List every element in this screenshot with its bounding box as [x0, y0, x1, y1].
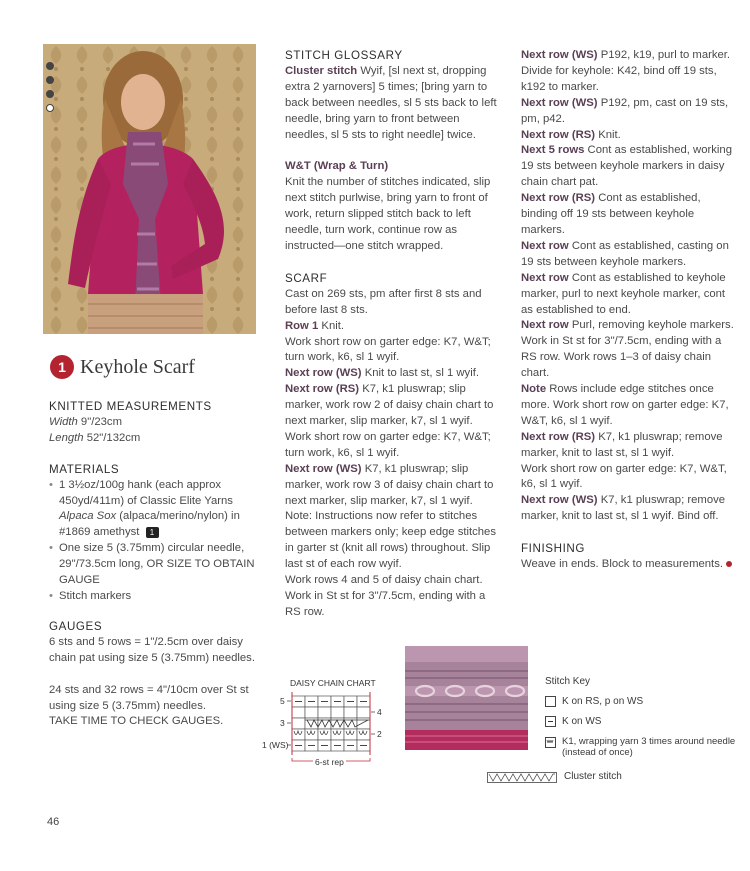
stitch-key-item: Cluster stitch: [487, 771, 667, 783]
stitch-key-item: K on RS, p on WS: [545, 696, 740, 708]
cluster-symbol-icon: [487, 772, 557, 783]
wrap-symbol-icon: [545, 737, 556, 748]
materials-item: • Stitch markers: [49, 589, 132, 602]
section-dot: [46, 90, 54, 98]
scarf-instruction: Row 1 Knit.: [285, 319, 345, 332]
end-mark-icon: [726, 561, 732, 567]
chart-row-label: 1 (WS): [262, 740, 289, 750]
chart-row-label: 4: [377, 707, 382, 717]
wrap-turn-def: Knit the number of stitches indicated, slip next stitch purlwise, bring yarn to front of work, return slipped stitch back to left needle, turn work, continue row as instructed—one stitch wrapped.: [285, 176, 491, 252]
scarf-heading: SCARF: [285, 271, 328, 285]
left-column: [49, 399, 269, 730]
right-instruction: Next row (RS) Cont as established, binding off 19 sts between keyhole markers.: [521, 192, 701, 236]
materials-heading: MATERIALS: [49, 462, 120, 476]
finishing-text: Weave in ends. Block to measurements.: [521, 557, 735, 573]
right-instruction: Next 5 rows Cont as established, working 19 sts between keyhole markers in daisy chain chart pat.: [521, 144, 732, 189]
gauge-check: TAKE TIME TO CHECK GAUGES.: [49, 715, 224, 728]
gauge-paragraph: 6 sts and 5 rows = 1"/2.5cm over daisy chain pat using size 5 (3.75mm) needles.: [49, 635, 255, 664]
swatch-illustration: [405, 646, 528, 750]
scarf-instruction: Next row (RS) K7, k1 pluswrap; slip marker, work row 2 of daisy chain chart to next marker, slip marker, k7, sl 1 wyif.: [285, 383, 494, 428]
right-instruction: Divide for keyhole: K42, bind off 19 sts, k192 to marker.: [521, 64, 717, 93]
page-number: 46: [47, 816, 60, 828]
scarf-instruction: Work short row on garter edge: K7, W&T; turn work, k6, sl 1 wyif.: [285, 335, 491, 364]
materials-item: • One size 5 (3.75mm) circular needle, 29"/73.5cm long, OR SIZE TO OBTAIN GAUGE: [49, 542, 255, 587]
length-line: Length 52"/132cm: [49, 431, 141, 444]
scarf-instruction: Work short row on garter edge: K7, W&T; turn work, k6, sl 1 wyif.: [285, 430, 491, 459]
right-instruction: Next row (WS) K7, k1 pluswrap; remove marker, knit to last st, sl 1 wyif. Bind off.: [521, 494, 726, 523]
scarf-instruction: Work rows 4 and 5 of daisy chain chart. Work in St st for 3"/7.5cm, ending with a RS row.: [285, 574, 486, 618]
scarf-instruction: Next row (WS) K7, k1 pluswrap; slip marker, work row 3 of daisy chain chart to next marker, slip marker, k7, sl 1 wyif.: [285, 462, 494, 507]
stitch-key: [545, 676, 740, 764]
stitch-key-item: K on WS: [545, 716, 740, 728]
section-dot: [46, 62, 54, 70]
gauge-paragraph: 24 sts and 32 rows = 4"/10cm over St st using size 5 (3.75mm) needles.: [49, 683, 249, 712]
materials-item: • 1 3½oz/100g hank (each approx 450yd/411m) of Classic Elite Yarns Alpaca Sox (alpaca/merino/nylon) in #1869 amethyst 1: [49, 478, 240, 539]
chart-title: DAISY CHAIN CHART: [290, 678, 376, 688]
scarf-instruction: Cast on 269 sts, pm after first 8 sts and before last 8 sts.: [285, 287, 482, 316]
finishing-heading: FINISHING: [521, 542, 586, 556]
yarn-weight-icon: 1: [146, 527, 159, 538]
dash-symbol-icon: [545, 716, 556, 727]
cluster-stitch-def: Cluster stitch Wyif, [sl next st, dropping extra 2 yarnovers] 5 times; [bring yarn to back between needles, sl 5 sts back to left needle, bring yarn to front between needles, sl 5 sts to right needle] twice.: [285, 64, 497, 141]
right-column: [521, 48, 735, 573]
gauges-heading: GAUGES: [49, 619, 103, 633]
knit-symbol-icon: [545, 696, 556, 707]
right-instruction: Note Rows include edge stitches once more. Work short row on garter edge: K7, W&T, k6, sl 1 wyif.: [521, 383, 729, 427]
model-photo: [43, 44, 256, 334]
glossary-heading: STITCH GLOSSARY: [285, 49, 403, 62]
right-instruction: Next row (RS) K7, k1 pluswrap; remove marker, knit to last st, sl 1 wyif.: [521, 430, 723, 459]
scarf-instruction: Next row (WS) Knit to last st, sl 1 wyif.: [285, 367, 479, 380]
right-instruction: Next row Purl, removing keyhole markers. Work in St st for 3"/7.5cm, ending with a RS row. Work rows 1–3 of daisy chain chart.: [521, 319, 734, 380]
chart-repeat-label: 6-st rep: [315, 757, 344, 767]
model-illustration: [43, 44, 256, 334]
right-instruction: Work short row on garter edge: K7, W&T, k6, sl 1 wyif.: [521, 462, 727, 491]
measurements-heading: KNITTED MEASUREMENTS: [49, 400, 212, 413]
scarf-instruction: Note: Instructions now refer to stitches between markers only; keep edge stitches in garter st (knit all rows) throughout. Slip last st of each row wyif.: [285, 510, 496, 571]
stitch-key-heading: Stitch Key: [545, 676, 591, 687]
pattern-number-badge: 1: [50, 355, 74, 379]
pattern-title: Keyhole Scarf: [80, 356, 195, 378]
right-instruction: Next row Cont as established, casting on 19 sts between keyhole markers.: [521, 239, 729, 268]
chart-row-label: 3: [280, 718, 285, 728]
daisy-chain-chart: [258, 676, 398, 771]
right-instruction: Next row (WS) P192, k19, purl to marker.: [521, 49, 731, 61]
width-line: Width 9"/23cm: [49, 415, 122, 428]
right-instruction: Next row (RS) Knit.: [521, 128, 621, 141]
chart-row-label: 5: [280, 696, 285, 706]
section-dot-empty: [46, 104, 54, 112]
right-instruction: Next row (WS) P192, pm, cast on 19 sts, pm, p42.: [521, 96, 729, 125]
middle-column: [285, 48, 503, 621]
wrap-turn-label: W&T (Wrap & Turn): [285, 160, 389, 173]
swatch-photo: [405, 646, 528, 750]
chart-row-label: 2: [377, 729, 382, 739]
section-dot: [46, 76, 54, 84]
stitch-key-item: K1, wrapping yarn 3 times around needle (instead of once): [545, 736, 740, 758]
right-instruction: Next row Cont as established to keyhole marker, purl to next keyhole marker, cont as established to end.: [521, 271, 726, 316]
